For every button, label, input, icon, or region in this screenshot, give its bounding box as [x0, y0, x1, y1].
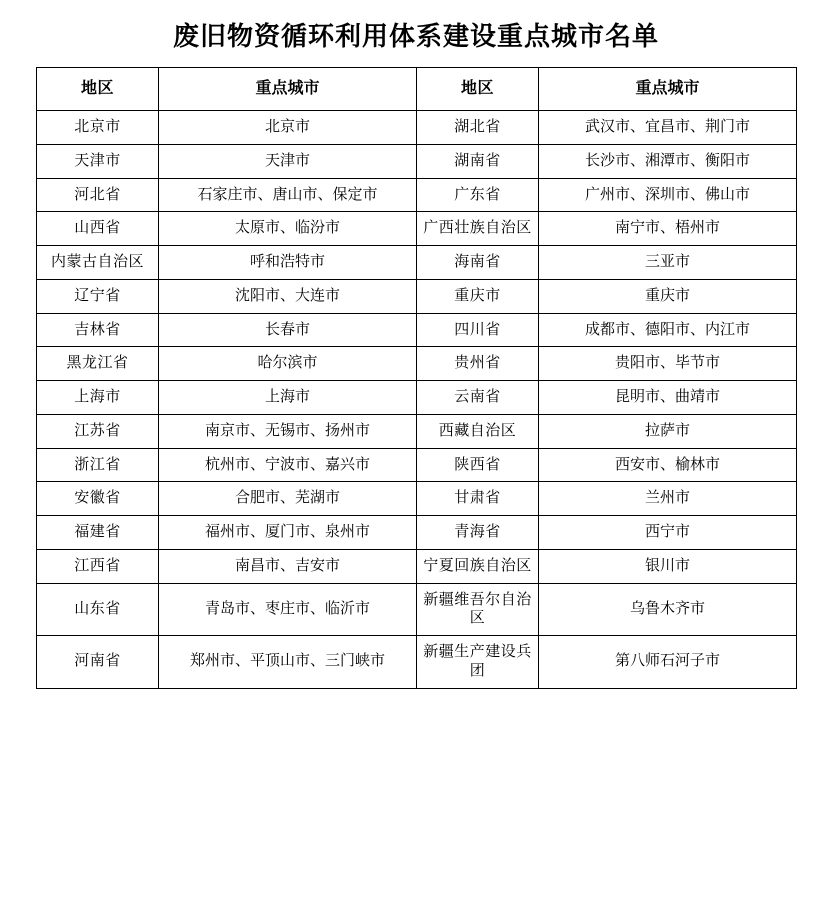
- cell-cities-right: 三亚市: [539, 246, 797, 280]
- cell-region-left: 黑龙江省: [37, 347, 159, 381]
- cell-region-right: 宁夏回族自治区: [417, 549, 539, 583]
- cell-cities-left: 天津市: [159, 144, 417, 178]
- cell-cities-left: 上海市: [159, 381, 417, 415]
- table-header: [37, 68, 797, 111]
- cell-cities-left: 沈阳市、大连市: [159, 279, 417, 313]
- table-row: [37, 178, 797, 212]
- table-row: [37, 583, 797, 636]
- cell-cities-left: 呼和浩特市: [159, 246, 417, 280]
- column-header-cities-right: 重点城市: [539, 68, 797, 111]
- table-row: [37, 636, 797, 689]
- cell-region-right: 青海省: [417, 516, 539, 550]
- cell-region-right: 海南省: [417, 246, 539, 280]
- cell-region-right: 湖北省: [417, 111, 539, 145]
- cell-cities-left: 福州市、厦门市、泉州市: [159, 516, 417, 550]
- table-row: [37, 414, 797, 448]
- table-row: [37, 111, 797, 145]
- page-title: 废旧物资循环利用体系建设重点城市名单: [172, 22, 659, 51]
- cell-region-right: 四川省: [417, 313, 539, 347]
- cell-cities-right: 拉萨市: [539, 414, 797, 448]
- cell-region-right: 云南省: [417, 381, 539, 415]
- cell-region-right: 甘肃省: [417, 482, 539, 516]
- cell-region-right: 新疆维吾尔自治区: [417, 583, 539, 636]
- cell-region-left: 江西省: [37, 549, 159, 583]
- cell-region-left: 山东省: [37, 583, 159, 636]
- table-container: [0, 67, 832, 689]
- cell-cities-right: 贵阳市、毕节市: [539, 347, 797, 381]
- cell-region-right: 陕西省: [417, 448, 539, 482]
- table-row: [37, 381, 797, 415]
- table-row: [37, 516, 797, 550]
- cell-cities-left: 哈尔滨市: [159, 347, 417, 381]
- cell-cities-left: 郑州市、平顶山市、三门峡市: [159, 636, 417, 689]
- cell-cities-right: 成都市、德阳市、内江市: [539, 313, 797, 347]
- table-body: [37, 111, 797, 689]
- cell-region-left: 辽宁省: [37, 279, 159, 313]
- cell-region-right: 湖南省: [417, 144, 539, 178]
- cell-region-left: 浙江省: [37, 448, 159, 482]
- table-row: [37, 313, 797, 347]
- table-row: [37, 482, 797, 516]
- cell-cities-right: 武汉市、宜昌市、荆门市: [539, 111, 797, 145]
- cell-cities-left: 太原市、临汾市: [159, 212, 417, 246]
- cell-cities-right: 银川市: [539, 549, 797, 583]
- cell-cities-left: 合肥市、芜湖市: [159, 482, 417, 516]
- cell-region-left: 山西省: [37, 212, 159, 246]
- cell-cities-left: 青岛市、枣庄市、临沂市: [159, 583, 417, 636]
- cell-cities-right: 第八师石河子市: [539, 636, 797, 689]
- cell-region-right: 广东省: [417, 178, 539, 212]
- table-row: [37, 448, 797, 482]
- cell-cities-left: 北京市: [159, 111, 417, 145]
- cell-cities-right: 长沙市、湘潭市、衡阳市: [539, 144, 797, 178]
- column-header-cities-left: 重点城市: [159, 68, 417, 111]
- column-header-region-left: 地区: [37, 68, 159, 111]
- cell-region-right: 贵州省: [417, 347, 539, 381]
- table-row: [37, 212, 797, 246]
- key-cities-table: [36, 67, 797, 689]
- table-row: [37, 549, 797, 583]
- cell-region-left: 北京市: [37, 111, 159, 145]
- column-header-region-right: 地区: [417, 68, 539, 111]
- cell-cities-right: 南宁市、梧州市: [539, 212, 797, 246]
- cell-region-left: 河北省: [37, 178, 159, 212]
- table-row: [37, 279, 797, 313]
- cell-region-left: 江苏省: [37, 414, 159, 448]
- cell-region-right: 西藏自治区: [417, 414, 539, 448]
- cell-region-left: 福建省: [37, 516, 159, 550]
- cell-region-right: 广西壮族自治区: [417, 212, 539, 246]
- cell-region-right: 重庆市: [417, 279, 539, 313]
- cell-cities-right: 兰州市: [539, 482, 797, 516]
- table-row: [37, 246, 797, 280]
- table-header-row: [37, 68, 797, 111]
- table-row: [37, 347, 797, 381]
- cell-cities-right: 西安市、榆林市: [539, 448, 797, 482]
- cell-region-left: 吉林省: [37, 313, 159, 347]
- cell-cities-left: 南京市、无锡市、扬州市: [159, 414, 417, 448]
- cell-cities-left: 杭州市、宁波市、嘉兴市: [159, 448, 417, 482]
- cell-cities-right: 西宁市: [539, 516, 797, 550]
- cell-cities-right: 乌鲁木齐市: [539, 583, 797, 636]
- cell-cities-left: 南昌市、吉安市: [159, 549, 417, 583]
- cell-cities-right: 广州市、深圳市、佛山市: [539, 178, 797, 212]
- cell-cities-right: 重庆市: [539, 279, 797, 313]
- cell-cities-left: 长春市: [159, 313, 417, 347]
- cell-region-left: 上海市: [37, 381, 159, 415]
- cell-cities-right: 昆明市、曲靖市: [539, 381, 797, 415]
- cell-region-left: 安徽省: [37, 482, 159, 516]
- table-row: [37, 144, 797, 178]
- cell-region-left: 内蒙古自治区: [37, 246, 159, 280]
- cell-cities-left: 石家庄市、唐山市、保定市: [159, 178, 417, 212]
- cell-region-left: 天津市: [37, 144, 159, 178]
- cell-region-left: 河南省: [37, 636, 159, 689]
- cell-region-right: 新疆生产建设兵团: [417, 636, 539, 689]
